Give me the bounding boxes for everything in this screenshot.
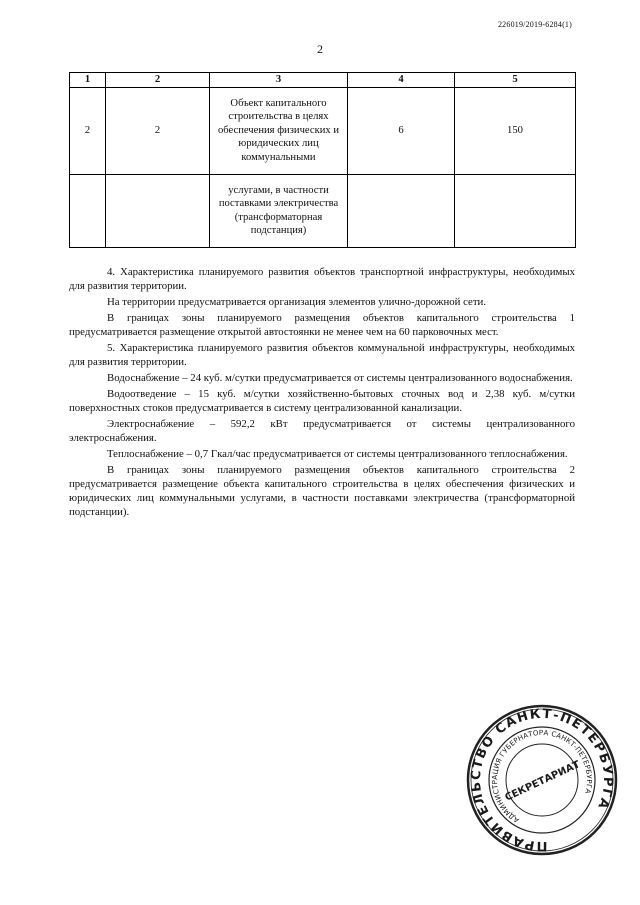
table-cell bbox=[106, 174, 210, 247]
paragraph: На территории предусматривается организация элементов улично-дорожной сети. bbox=[107, 296, 487, 308]
column-header: 3 bbox=[210, 73, 348, 88]
seal-center-text: СЕКРЕТАРИАТ bbox=[503, 759, 582, 804]
paragraph: В границах зоны планируемого размещения объектов капитального строительства 2 предусматривается размещение объекта капитального строительства в целях обеспечения физических и юридических лиц коммунальными услугами, в частности поставками электричества (трансформаторной подстанции). bbox=[69, 464, 575, 518]
table-cell bbox=[455, 174, 576, 247]
document-body bbox=[69, 265, 575, 521]
table-cell: 2 bbox=[70, 87, 106, 174]
official-seal-stamp bbox=[462, 700, 622, 860]
seal-inner-text: АДМИНИСТРАЦИЯ ГУБЕРНАТОРА САНКТ-ПЕТЕРБУРГА bbox=[490, 728, 594, 825]
data-table bbox=[69, 72, 576, 248]
table-cell bbox=[70, 174, 106, 247]
paragraph: Электроснабжение – 592,2 кВт предусматривается от системы централизованного электроснабжения. bbox=[69, 418, 575, 444]
table-row bbox=[70, 87, 576, 174]
table-row bbox=[70, 174, 576, 247]
page-number: 2 bbox=[317, 42, 323, 56]
table-header-row bbox=[70, 73, 576, 88]
column-header: 5 bbox=[455, 73, 576, 88]
paragraph: 5. Характеристика планируемого развития объектов коммунальной инфраструктуры, необходимых для развития территории. bbox=[69, 342, 575, 368]
paragraph: В границах зоны планируемого размещения объектов капитального строительства 1 предусматривается размещение открытой автостоянки не менее чем на 60 парковочных мест. bbox=[69, 312, 575, 338]
seal-outer-text: ПРАВИТЕЛЬСТВО САНКТ-ПЕТЕРБУРГА bbox=[468, 706, 616, 854]
paragraph: Водоснабжение – 24 куб. м/сутки предусматривается от системы централизованного водоснабжения. bbox=[107, 372, 573, 384]
paragraph: Теплоснабжение – 0,7 Гкал/час предусматривается от системы централизованного теплоснабжения. bbox=[107, 448, 568, 460]
table-cell bbox=[348, 174, 455, 247]
paragraph: 4. Характеристика планируемого развития объектов транспортной инфраструктуры, необходимых для развития территории. bbox=[69, 266, 575, 292]
paragraph: Водоотведение – 15 куб. м/сутки хозяйственно-бытовых сточных вод и 2,38 куб. м/сутки поверхностных стоков предусматривается в систему централизованной канализации. bbox=[69, 388, 575, 414]
column-header: 2 bbox=[106, 73, 210, 88]
column-header: 1 bbox=[70, 73, 106, 88]
column-header: 4 bbox=[348, 73, 455, 88]
document-number: 226019/2019-6284(1) bbox=[497, 20, 572, 29]
table-cell: Объект капитального строительства в целях обеспечения физических и юридических лиц коммунальными bbox=[210, 87, 348, 174]
table-cell: 150 bbox=[455, 87, 576, 174]
table-cell: 6 bbox=[348, 87, 455, 174]
table-cell: услугами, в частности поставками электричества (трансформаторная подстанция) bbox=[210, 174, 348, 247]
table-cell: 2 bbox=[106, 87, 210, 174]
